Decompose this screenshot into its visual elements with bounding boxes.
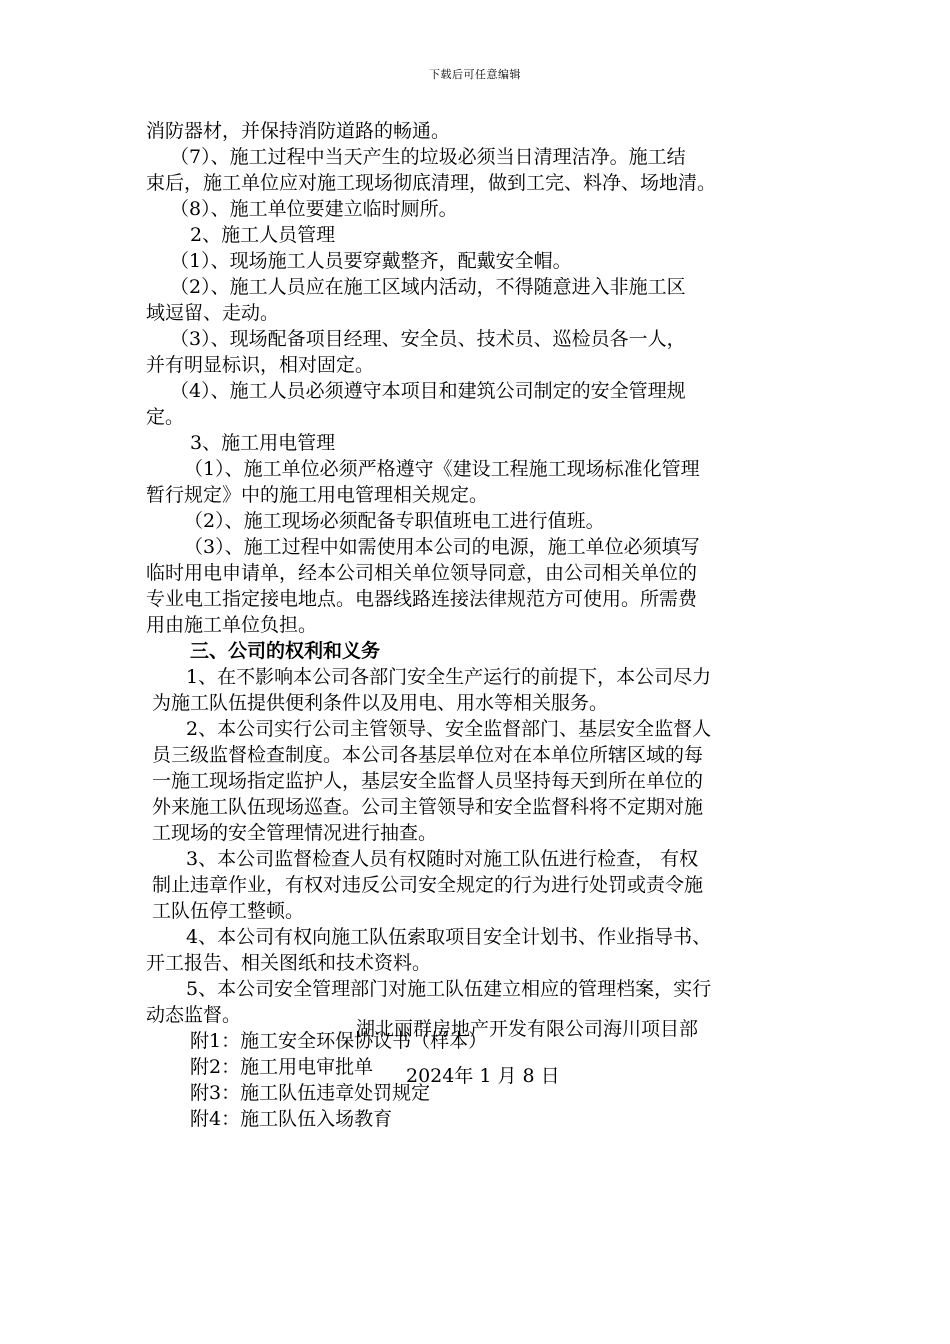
paragraph-line: （8）、施工单位要建立临时厕所。 xyxy=(170,198,458,220)
paragraph-line: 消防器材，并保持消防道路的畅通。 xyxy=(146,120,451,142)
paragraph-line: 用由施工单位负担。 xyxy=(146,614,318,636)
paragraph-line: 临时用电申请单，经本公司相关单位领导同意，由公司相关单位的 xyxy=(146,562,698,584)
paragraph-line: 2、本公司实行公司主管领导、安全监督部门、基层安全监督人 xyxy=(186,718,712,740)
paragraph-line: 定。 xyxy=(146,406,185,428)
paragraph-line: 束后，施工单位应对施工现场彻底清理，做到工完、料净、场地清。 xyxy=(146,172,717,194)
paragraph-line: 4、本公司有权向施工队伍索取项目安全计划书、作业指导书、 xyxy=(186,926,712,948)
paragraph-line: （1）、现场施工人员要穿戴整齐，配戴安全帽。 xyxy=(170,250,572,272)
paragraph-line: （3）、现场配备项目经理、安全员、技术员、巡检员各一人， xyxy=(170,328,686,350)
paragraph-line: 3、本公司监督检查人员有权随时对施工队伍进行检查， 有权 xyxy=(186,848,699,870)
paragraph-line: （3）、施工过程中如需使用本公司的电源，施工单位必须填写 xyxy=(184,536,700,558)
paragraph-line: 工现场的安全管理情况进行抽查。 xyxy=(152,822,438,844)
paragraph-line: （7）、施工过程中当天产生的垃圾必须当日清理洁净。施工结 xyxy=(170,146,686,168)
paragraph-line: 为施工队伍提供便利条件以及用电、用水等相关服务。 xyxy=(152,692,609,714)
paragraph-line: 附3：施工队伍违章处罚规定 xyxy=(190,1082,431,1104)
paragraph-line: 动态监督。 xyxy=(146,1004,242,1026)
document-date: 2024年 1 月 8 日 xyxy=(406,1065,560,1087)
paragraph-line: 3、施工用电管理 xyxy=(190,432,336,454)
paragraph-line: 域逗留、走动。 xyxy=(146,302,280,324)
paragraph-line: 工队伍停工整顿。 xyxy=(152,900,305,922)
paragraph-line: 附4：施工队伍入场教育 xyxy=(190,1108,393,1130)
paragraph-line: （2）、施工现场必须配备专职值班电工进行值班。 xyxy=(184,510,605,532)
paragraph-line: （1）、施工单位必须严格遵守《建设工程施工现场标准化管理 xyxy=(184,458,700,480)
paragraph-line: 2、施工人员管理 xyxy=(190,224,336,246)
paragraph-line: 专业电工指定接电地点。电器线路连接法律规范方可使用。所需费 xyxy=(146,588,698,610)
paragraph-line: 附1：施工安全环保协议书（样本） xyxy=(190,1030,488,1052)
paragraph-line: 员三级监督检查制度。本公司各基层单位对在本单位所辖区域的每 xyxy=(152,744,704,766)
paragraph-line: 开工报告、相关图纸和技术资料。 xyxy=(146,952,432,974)
paragraph-line: 外来施工队伍现场巡查。公司主管领导和安全监督科将不定期对施 xyxy=(152,796,704,818)
paragraph-line: 并有明显标识，相对固定。 xyxy=(146,354,375,376)
paragraph-line: 附2：施工用电审批单 xyxy=(190,1056,374,1078)
company-signature: 湖北丽群房地产开发有限公司海川项目部 xyxy=(356,1018,699,1040)
paragraph-line: 1、在不影响本公司各部门安全生产运行的前提下，本公司尽力 xyxy=(186,666,712,688)
section-heading: 三、公司的权利和义务 xyxy=(190,640,381,662)
paragraph-line: （4）、施工人员必须遵守本项目和建筑公司制定的安全管理规 xyxy=(170,380,686,402)
paragraph-line: 5、本公司安全管理部门对施工队伍建立相应的管理档案，实行 xyxy=(186,978,712,1000)
paragraph-line: 制止违章作业，有权对违反公司安全规定的行为进行处罚或责令施 xyxy=(152,874,704,896)
paragraph-line: 暂行规定》中的施工用电管理相关规定。 xyxy=(146,484,489,506)
paragraph-line: （2）、施工人员应在施工区域内活动，不得随意进入非施工区 xyxy=(170,276,686,298)
page-header: 下载后可任意编辑 xyxy=(429,68,521,81)
document-body xyxy=(146,118,806,1132)
paragraph-line: 一施工现场指定监护人，基层安全监督人员坚持每天到所在单位的 xyxy=(152,770,704,792)
